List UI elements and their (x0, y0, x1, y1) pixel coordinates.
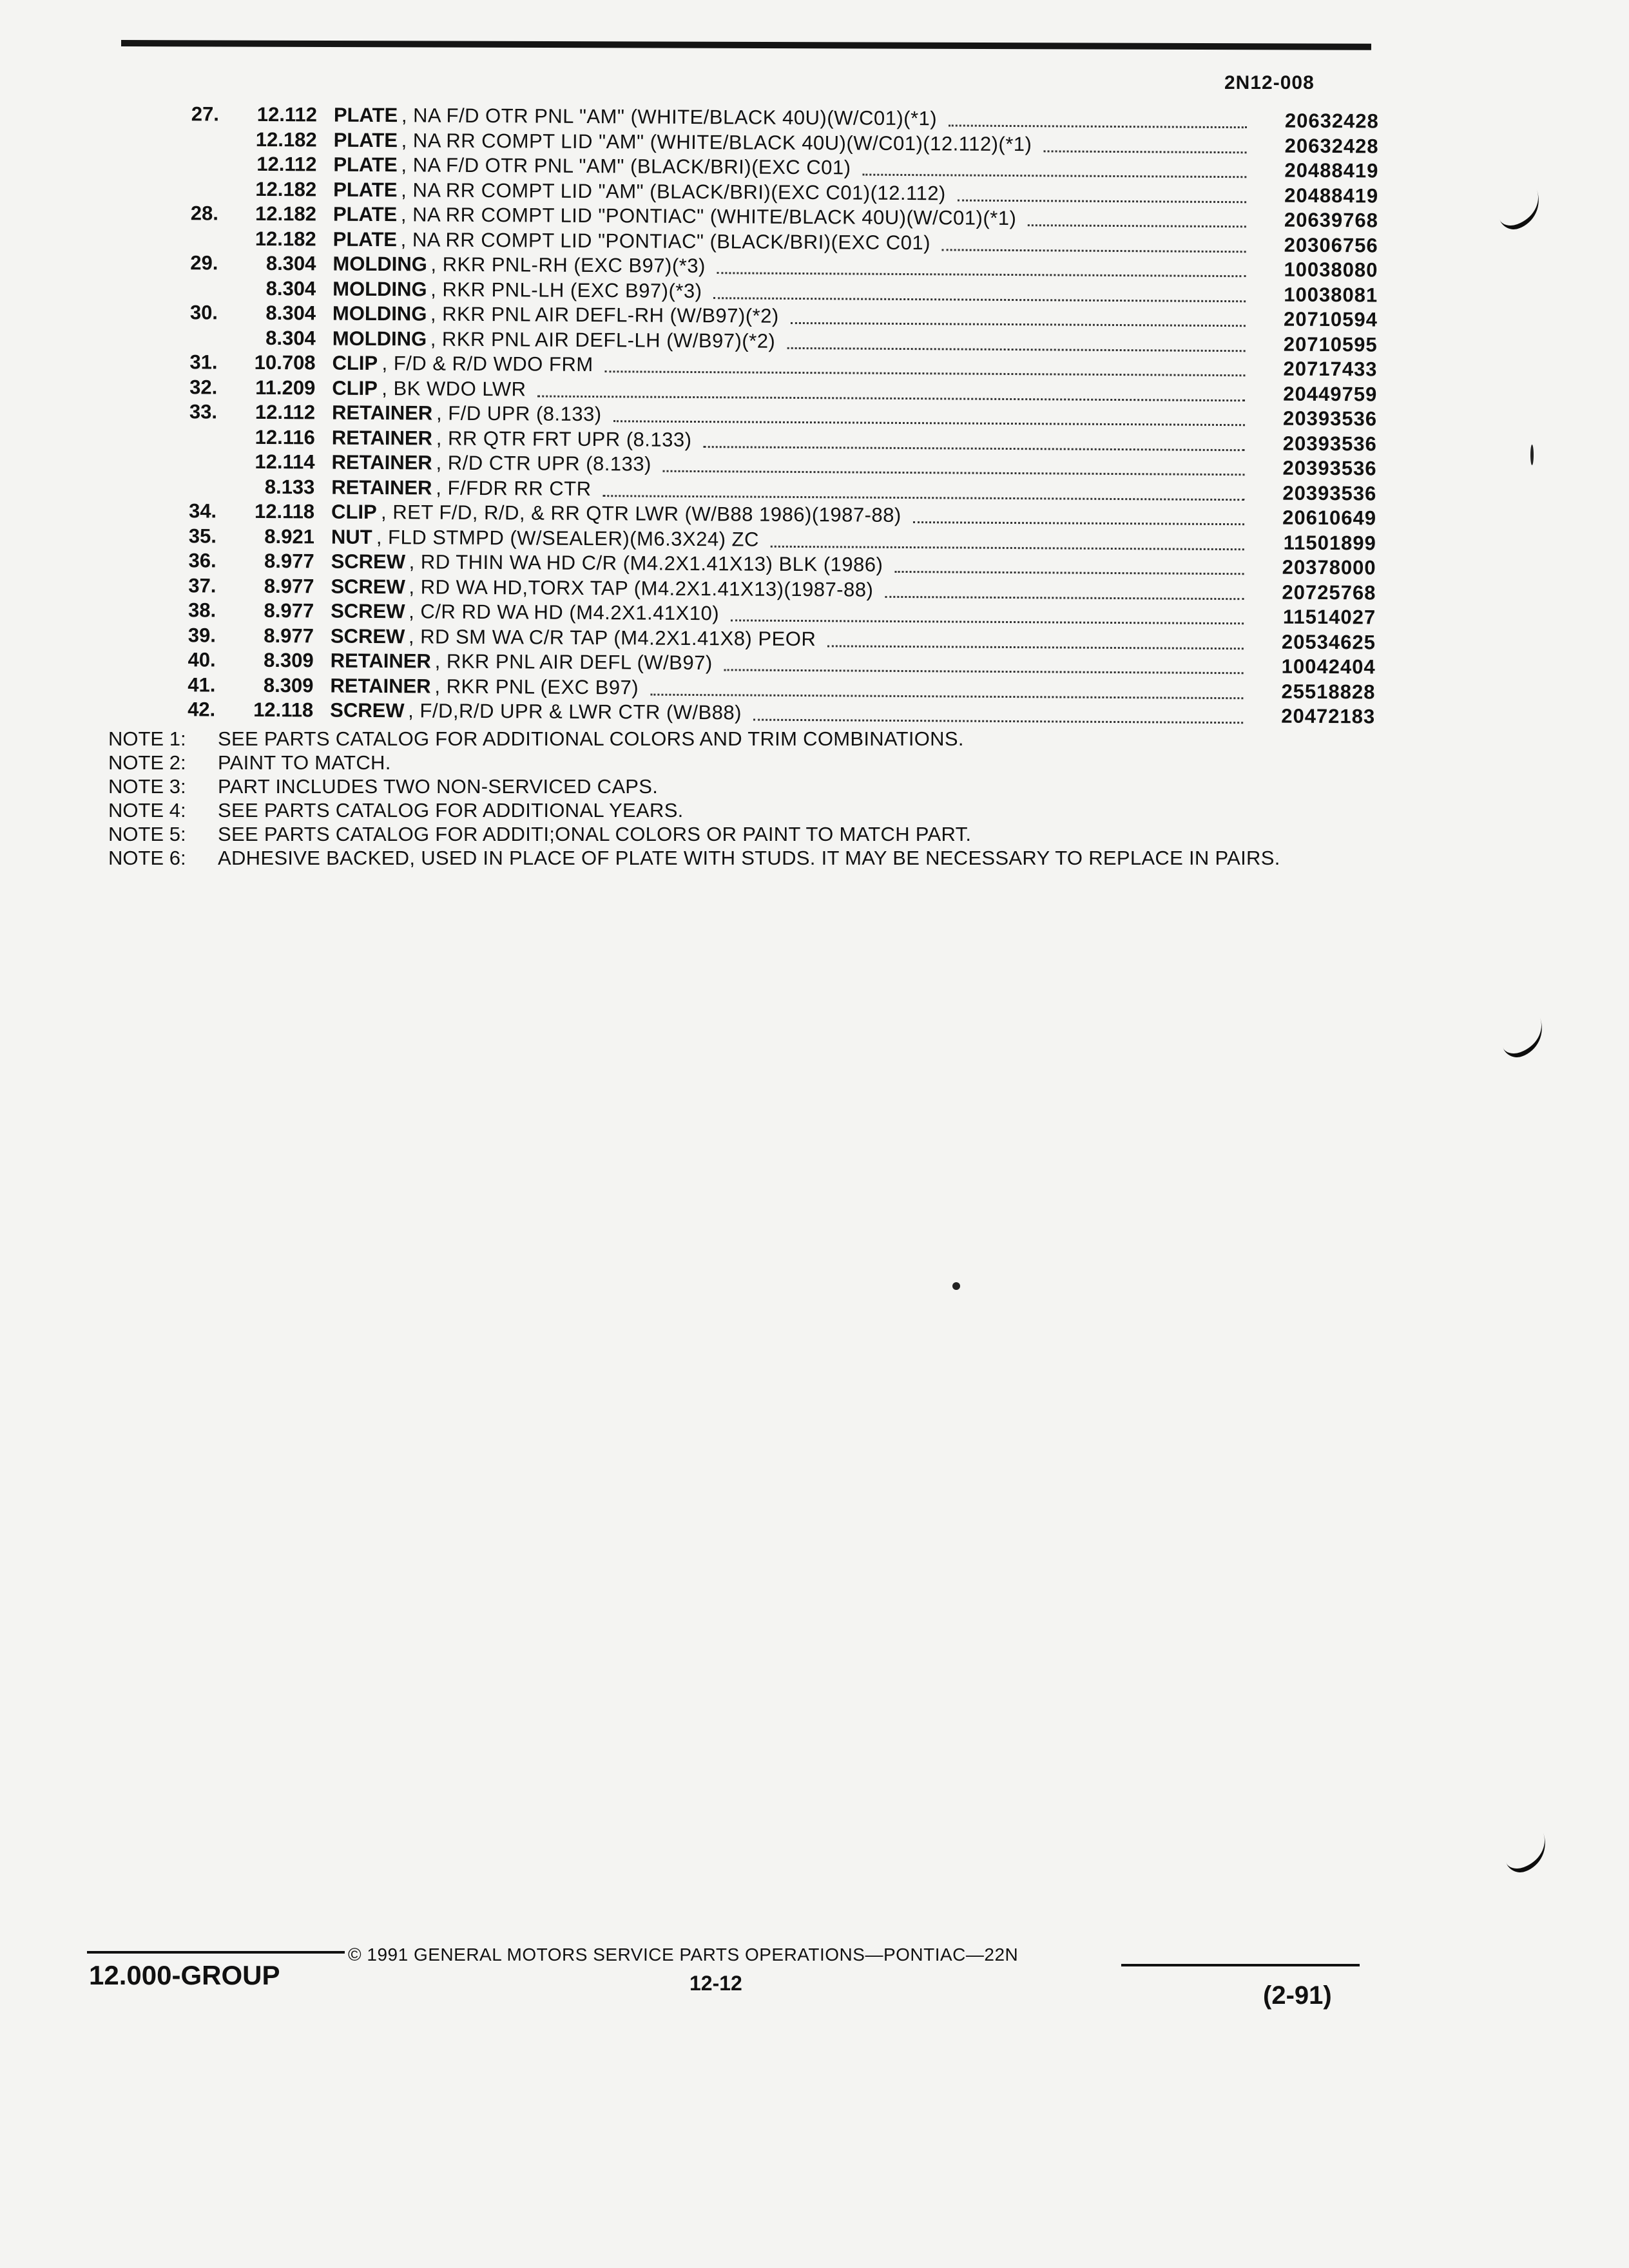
part-number: 20393536 (1282, 407, 1378, 430)
part-name: PLATE (333, 103, 398, 127)
item-number: 37. (188, 573, 217, 597)
note-label: NOTE 1: (108, 727, 186, 750)
group-number: 12.112 (256, 152, 317, 176)
part-description: , RKR PNL AIR DEFL-LH (W/B97)(*2) (430, 327, 776, 352)
item-number: 28. (190, 202, 219, 225)
parts-list (164, 102, 1379, 729)
note-text: SEE PARTS CATALOG FOR ADDITIONAL COLORS AND TRIM COMBINATIONS. (218, 727, 964, 750)
part-description: , RR QTR FRT UPR (8.133) (436, 427, 692, 451)
dot-leader (1044, 126, 1247, 153)
note-label: NOTE 5: (108, 823, 186, 845)
group-number: 12.118 (254, 499, 315, 523)
part-name: SCREW (330, 624, 405, 648)
item-number: 41. (188, 673, 216, 696)
parts-row (164, 697, 1375, 729)
note-text: SEE PARTS CATALOG FOR ADDITIONAL YEARS. (218, 799, 684, 822)
part-name: SCREW (331, 550, 406, 573)
part-description: , RKR PNL-RH (EXC B97)(*3) (430, 253, 706, 278)
group-number: 8.304 (265, 251, 316, 275)
punch-hole-mark (1501, 1832, 1554, 1876)
part-description: , NA RR COMPT LID "PONTIAC" (WHITE/BLACK 40U)(W/C01)(*1) (400, 203, 1017, 230)
dot-leader (895, 546, 1244, 575)
part-description: , NA RR COMPT LID "AM" (WHITE/BLACK 40U)(W/C01)(12.112)(*1) (401, 128, 1032, 155)
item-number: 31. (189, 351, 218, 374)
punch-hole-mark (1494, 189, 1547, 233)
part-name: PLATE (333, 202, 398, 226)
part-description: , FLD STMPD (W/SEALER)(M6.3X24) ZC (376, 525, 760, 551)
page-speck (952, 1282, 960, 1290)
group-number: 12.182 (255, 177, 317, 200)
part-number: 20449759 (1283, 382, 1378, 405)
part-number: 20632428 (1284, 109, 1379, 133)
group-number: 8.304 (265, 276, 316, 300)
part-description: , RD SM WA C/R TAP (M4.2X1.41X8) PEOR (408, 624, 816, 650)
group-number: 12.112 (255, 400, 316, 424)
footer-page-number: 12-12 (689, 1972, 742, 1995)
dot-leader (1028, 200, 1246, 227)
item-number: 35. (188, 524, 217, 547)
part-name: RETAINER (330, 649, 431, 673)
footer-copyright: © 1991 GENERAL MOTORS SERVICE PARTS OPERATIONS—PONTIAC—22N (348, 1945, 1019, 1965)
part-name: SCREW (330, 698, 405, 722)
note-label: NOTE 2: (108, 751, 186, 774)
part-number: 20488419 (1284, 159, 1379, 182)
part-description: , RKR PNL AIR DEFL-RH (W/B97)(*2) (430, 302, 779, 327)
note-item (108, 751, 1371, 774)
part-number: 20632428 (1284, 134, 1379, 157)
part-description: , NA RR COMPT LID "PONTIAC" (BLACK/BRI)(EXC C01) (400, 227, 931, 254)
dot-leader (602, 470, 1244, 501)
item-number: 30. (189, 301, 218, 324)
part-number: 20393536 (1282, 456, 1377, 480)
note-label: NOTE 4: (108, 799, 186, 822)
part-description: , F/D UPR (8.133) (436, 401, 602, 426)
item-number: 34. (188, 499, 217, 523)
dot-leader (942, 224, 1246, 253)
part-number: 20393536 (1282, 432, 1377, 455)
part-description: , NA F/D OTR PNL "AM" (WHITE/BLACK 40U)(W/C01)(*1) (401, 104, 938, 130)
part-description: , NA F/D OTR PNL "AM" (BLACK/BRI)(EXC C01) (401, 153, 851, 179)
part-number: 20710595 (1283, 332, 1378, 356)
dot-leader (862, 149, 1246, 178)
part-description: , RET F/D, R/D, & RR QTR LWR (W/B88 1986)(1987-88) (381, 501, 901, 526)
part-name: PLATE (333, 178, 398, 201)
notes-list (108, 727, 1371, 870)
note-item (108, 822, 1371, 846)
group-number: 11.209 (255, 376, 316, 399)
part-name: CLIP (332, 351, 378, 374)
page-code: 2N12-008 (1224, 72, 1315, 93)
group-number: 12.182 (255, 227, 316, 250)
dot-leader (650, 669, 1243, 699)
part-name: PLATE (333, 153, 398, 177)
part-number: 10042404 (1281, 655, 1376, 678)
footer-rule-right (1121, 1964, 1360, 1966)
item-number: 38. (188, 599, 217, 622)
part-name: PLATE (333, 128, 398, 151)
part-name: MOLDING (333, 277, 427, 300)
item-number: 32. (189, 375, 218, 398)
note-text: PAINT TO MATCH. (218, 751, 391, 774)
part-number: 20488419 (1284, 184, 1379, 207)
part-description: , F/D & R/D WDO FRM (381, 352, 593, 376)
part-number: 20378000 (1282, 555, 1376, 579)
part-number: 25518828 (1281, 680, 1376, 703)
group-number: 12.182 (255, 128, 317, 151)
dot-leader (731, 595, 1244, 624)
group-number: 8.977 (264, 574, 314, 597)
group-number: 8.921 (264, 524, 314, 548)
part-description: , F/FDR RR CTR (436, 476, 592, 500)
note-item (108, 798, 1371, 822)
part-number: 20725768 (1282, 581, 1376, 604)
part-description: , F/D,R/D UPR & LWR CTR (W/B88) (408, 699, 742, 724)
part-description: , C/R RD WA HD (M4.2X1.41X10) (409, 600, 720, 625)
group-number: 12.116 (255, 425, 315, 448)
item-number: 42. (188, 698, 216, 721)
part-description: , BK WDO LWR (381, 376, 526, 400)
note-item (108, 846, 1371, 870)
dot-leader (885, 571, 1244, 599)
part-name: CLIP (331, 500, 377, 523)
part-name: CLIP (332, 376, 378, 399)
group-number: 8.133 (264, 475, 315, 498)
part-number: 20472183 (1281, 704, 1376, 728)
punch-hole-mark (1498, 1017, 1550, 1061)
part-number: 20710594 (1283, 307, 1378, 331)
note-label: NOTE 6: (108, 847, 186, 869)
group-number: 12.112 (256, 102, 317, 126)
part-name: PLATE (333, 227, 398, 251)
part-name: NUT (331, 525, 372, 548)
item-number: 36. (188, 549, 217, 572)
part-description: , RD THIN WA HD C/R (M4.2X1.41X13) BLK (1986) (409, 550, 883, 576)
part-name: MOLDING (332, 327, 427, 350)
part-name: RETAINER (330, 674, 431, 698)
group-number: 8.977 (264, 624, 314, 647)
part-number: 20534625 (1281, 630, 1376, 653)
group-number: 12.118 (253, 698, 314, 722)
part-number: 20306756 (1284, 233, 1378, 256)
item-number: 39. (188, 623, 217, 646)
note-text: ADHESIVE BACKED, USED IN PLACE OF PLATE WITH STUDS. IT MAY BE NECESSARY TO REPLACE IN PAIRS. (218, 847, 1280, 869)
part-number: 11501899 (1283, 531, 1376, 554)
item-number: 33. (189, 400, 218, 423)
group-number: 8.977 (264, 599, 314, 622)
group-number: 8.304 (265, 301, 316, 325)
note-item (108, 774, 1371, 798)
group-number: 8.304 (265, 326, 316, 349)
part-description: , R/D CTR UPR (8.133) (436, 451, 652, 476)
part-description: , RKR PNL AIR DEFL (W/B97) (434, 649, 713, 675)
part-number: 10038081 (1284, 283, 1378, 306)
group-number: 8.309 (263, 673, 314, 697)
part-number: 10038080 (1284, 258, 1378, 282)
part-name: SCREW (331, 599, 405, 623)
group-number: 8.309 (264, 648, 314, 672)
part-name: RETAINER (331, 476, 432, 499)
note-item (108, 727, 1371, 751)
item-number: 29. (190, 251, 218, 274)
part-number: 11514027 (1282, 605, 1376, 629)
note-text: PART INCLUDES TWO NON-SERVICED CAPS. (218, 775, 659, 798)
group-number: 12.114 (255, 450, 315, 474)
part-description: , NA RR COMPT LID "AM" (BLACK/BRI)(EXC C01)(12.112) (401, 178, 946, 204)
item-number: 40. (188, 648, 216, 671)
page-speck (1530, 445, 1534, 465)
part-number: 20393536 (1282, 481, 1377, 505)
part-name: RETAINER (331, 401, 433, 425)
note-text: SEE PARTS CATALOG FOR ADDITI;ONAL COLORS OR PAINT TO MATCH PART. (218, 823, 972, 845)
part-description: , RD WA HD,TORX TAP (M4.2X1.41X13)(1987-88) (409, 575, 874, 601)
part-name: SCREW (331, 575, 405, 598)
item-number: 27. (191, 102, 219, 126)
part-name: MOLDING (333, 252, 427, 276)
header-rule (121, 40, 1371, 50)
part-description: , RKR PNL-LH (EXC B97)(*3) (430, 277, 702, 302)
group-number: 10.708 (254, 351, 316, 374)
dot-leader (913, 497, 1244, 525)
part-name: RETAINER (331, 426, 433, 450)
footer-date: (2-91) (1263, 1981, 1332, 2010)
part-number: 20717433 (1283, 357, 1378, 381)
part-number: 20639768 (1284, 208, 1379, 232)
group-number: 12.182 (255, 202, 317, 226)
part-number: 20610649 (1282, 506, 1377, 530)
group-number: 8.977 (264, 549, 314, 573)
note-label: NOTE 3: (108, 775, 186, 798)
part-description: , RKR PNL (EXC B97) (434, 675, 639, 698)
footer-group: 12.000-GROUP (89, 1960, 280, 1990)
footer-rule-left (87, 1951, 345, 1954)
dot-leader (753, 695, 1243, 724)
part-name: MOLDING (332, 302, 427, 325)
part-name: RETAINER (331, 450, 432, 474)
dot-leader (771, 521, 1244, 550)
dot-leader (958, 175, 1246, 203)
dot-leader (949, 100, 1247, 128)
